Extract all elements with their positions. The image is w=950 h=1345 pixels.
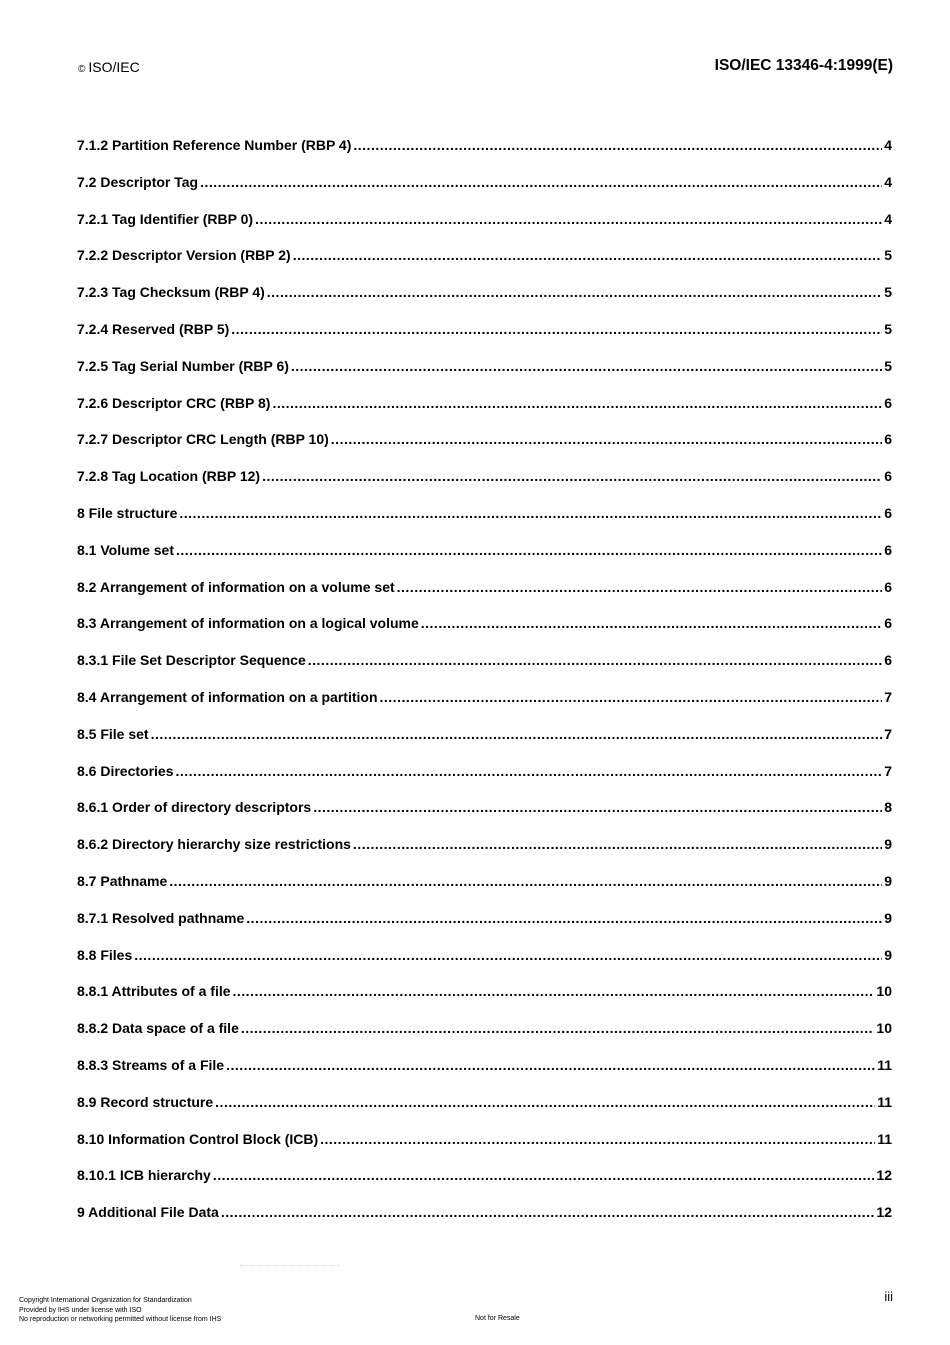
toc-entry[interactable] [77,799,892,836]
toc-entry[interactable] [77,1020,892,1057]
toc-entry[interactable] [77,505,892,542]
toc-dot-leader [226,1057,875,1073]
toc-dot-leader [380,689,883,705]
toc-entry[interactable] [77,983,892,1020]
toc-entry[interactable] [77,763,892,800]
toc-entry[interactable] [77,579,892,616]
toc-entry-page: 4 [884,210,892,227]
toc-entry-page: 9 [884,872,892,889]
document-id: ISO/IEC 13346-4:1999(E) [714,57,893,74]
toc-entry-page: 9 [884,909,892,926]
toc-entry[interactable] [77,321,892,358]
toc-entry-page: 6 [884,394,892,411]
toc-entry-title: 7.2.3 Tag Checksum (RBP 4) [77,284,265,301]
toc-entry[interactable] [77,1167,892,1204]
toc-entry[interactable] [77,873,892,910]
page-number: iii [884,1289,893,1304]
toc-entry-title: 8.7 Pathname [77,872,168,889]
toc-entry[interactable] [77,1094,892,1131]
toc-entry[interactable] [77,689,892,726]
table-of-contents [77,137,892,1241]
toc-entry-page: 4 [884,173,892,190]
toc-entry[interactable] [77,431,892,468]
toc-entry-title: 7.2.7 Descriptor CRC Length (RBP 10) [77,431,329,448]
toc-entry-title: 7.2.5 Tag Serial Number (RBP 6) [77,357,289,374]
toc-entry-title: 8.8 Files [77,946,133,963]
toc-entry[interactable] [77,1057,892,1094]
toc-entry-title: 8.3.1 File Set Descriptor Sequence [77,652,306,669]
toc-entry-title: 8.1 Volume set [77,541,175,558]
toc-entry-page: 11 [877,1130,892,1147]
toc-entry-page: 7 [884,688,892,705]
toc-entry[interactable] [77,284,892,321]
toc-entry-title: 8.6 Directories [77,762,174,779]
toc-entry-title: 8.8.1 Attributes of a file [77,983,231,1000]
toc-entry-title: 7.2.6 Descriptor CRC (RBP 8) [77,394,271,411]
toc-entry-title: 7.2.1 Tag Identifier (RBP 0) [77,210,254,227]
toc-dot-leader [151,726,883,742]
toc-entry-title: 8.5 File set [77,725,149,742]
toc-entry-page: 6 [884,504,892,521]
toc-entry[interactable] [77,395,892,432]
toc-entry-title: 7.1.2 Partition Reference Number (RBP 4) [77,137,352,153]
toc-entry-title: 8.8.2 Data space of a file [77,1020,239,1037]
toc-dot-leader [421,615,882,631]
toc-entry-page: 5 [884,320,892,337]
toc-entry-page: 12 [876,1204,892,1221]
toc-entry-title: 7.2 Descriptor Tag [77,173,199,190]
toc-entry-page: 4 [884,137,892,153]
toc-entry[interactable] [77,174,892,211]
footer-line: Provided by IHS under license with ISO [19,1306,142,1314]
toc-entry-title: 8.10.1 ICB hierarchy [77,1167,211,1184]
toc-entry[interactable] [77,211,892,248]
toc-entry[interactable] [77,910,892,947]
toc-entry[interactable] [77,247,892,284]
toc-entry-page: 11 [877,1093,892,1110]
header-left [78,59,140,75]
toc-entry-page: 5 [884,284,892,301]
toc-dot-leader [176,542,882,558]
toc-dot-leader [331,431,882,447]
toc-entry-title: 8.10 Information Control Block (ICB) [77,1130,319,1147]
toc-entry-title: 8.9 Record structure [77,1093,214,1110]
not-for-resale: Not for Resale [475,1315,520,1322]
toc-entry-page: 9 [884,836,892,853]
toc-dot-leader [134,947,882,963]
toc-entry-page: 6 [884,431,892,448]
toc-entry-title: 8 File structure [77,504,178,521]
toc-entry[interactable] [77,542,892,579]
toc-entry-page: 6 [884,652,892,669]
toc-entry[interactable] [77,652,892,689]
toc-entry[interactable] [77,137,892,174]
toc-entry-page: 9 [884,946,892,963]
toc-dot-leader [179,505,882,521]
toc-entry-page: 11 [877,1056,892,1073]
toc-dot-leader [221,1204,875,1220]
toc-dot-leader [233,983,875,999]
toc-dot-leader [246,910,882,926]
copyright-symbol: © [78,64,86,75]
toc-entry-title: 8.7.1 Resolved pathname [77,909,245,926]
toc-entry-title: 8.6.2 Directory hierarchy size restrictions [77,836,351,853]
toc-dot-leader [255,211,882,227]
toc-entry-page: 10 [876,1020,892,1037]
toc-dot-leader [293,247,882,263]
toc-entry-page: 6 [884,468,892,485]
toc-entry[interactable] [77,836,892,873]
toc-dot-leader [215,1094,875,1110]
toc-dot-leader [320,1131,875,1147]
toc-dot-leader [272,395,882,411]
toc-entry[interactable] [77,358,892,395]
footer-notice [19,1296,221,1325]
faint-scan-mark [240,1265,340,1268]
footer-line: Copyright International Organization for Standardization [19,1297,192,1304]
toc-entry-title: 8.2 Arrangement of information on a volume set [77,578,395,595]
toc-entry-page: 6 [884,578,892,595]
toc-entry-title: 9 Additional File Data [77,1204,219,1221]
toc-entry-title: 7.2.4 Reserved (RBP 5) [77,320,230,337]
toc-entry-title: 8.8.3 Streams of a File [77,1056,225,1073]
toc-entry-page: 7 [884,725,892,742]
header-org: ISO/IEC [88,59,140,75]
toc-entry-page: 5 [884,247,892,264]
toc-entry-page: 5 [884,357,892,374]
toc-dot-leader [176,763,883,779]
toc-dot-leader [313,799,882,815]
toc-dot-leader [353,137,882,153]
toc-entry-page: 10 [876,983,892,1000]
toc-entry[interactable] [77,615,892,652]
toc-entry-title: 8.6.1 Order of directory descriptors [77,799,312,816]
toc-dot-leader [262,468,882,484]
toc-entry-page: 6 [884,615,892,632]
toc-entry-page: 8 [884,799,892,816]
toc-dot-leader [267,284,882,300]
toc-entry-title: 7.2.2 Descriptor Version (RBP 2) [77,247,291,264]
toc-dot-leader [397,579,883,595]
toc-dot-leader [169,873,882,889]
toc-entry[interactable] [77,1204,892,1241]
toc-entry[interactable] [77,947,892,984]
toc-entry[interactable] [77,726,892,763]
footer-line: No reproduction or networking permitted without license from IHS [19,1316,222,1323]
toc-dot-leader [291,358,882,374]
toc-entry-title: 8.4 Arrangement of information on a partition [77,688,378,705]
toc-dot-leader [213,1167,875,1183]
toc-entry-title: 8.3 Arrangement of information on a logical volume [77,615,419,632]
toc-entry[interactable] [77,468,892,505]
toc-entry-page: 12 [876,1167,892,1184]
toc-dot-leader [200,174,882,190]
toc-dot-leader [308,652,882,668]
toc-entry-page: 7 [884,762,892,779]
toc-dot-leader [241,1020,875,1036]
toc-dot-leader [231,321,882,337]
toc-entry-page: 6 [884,541,892,558]
toc-dot-leader [353,836,882,852]
toc-entry[interactable] [77,1131,892,1168]
toc-entry-title: 7.2.8 Tag Location (RBP 12) [77,468,261,485]
